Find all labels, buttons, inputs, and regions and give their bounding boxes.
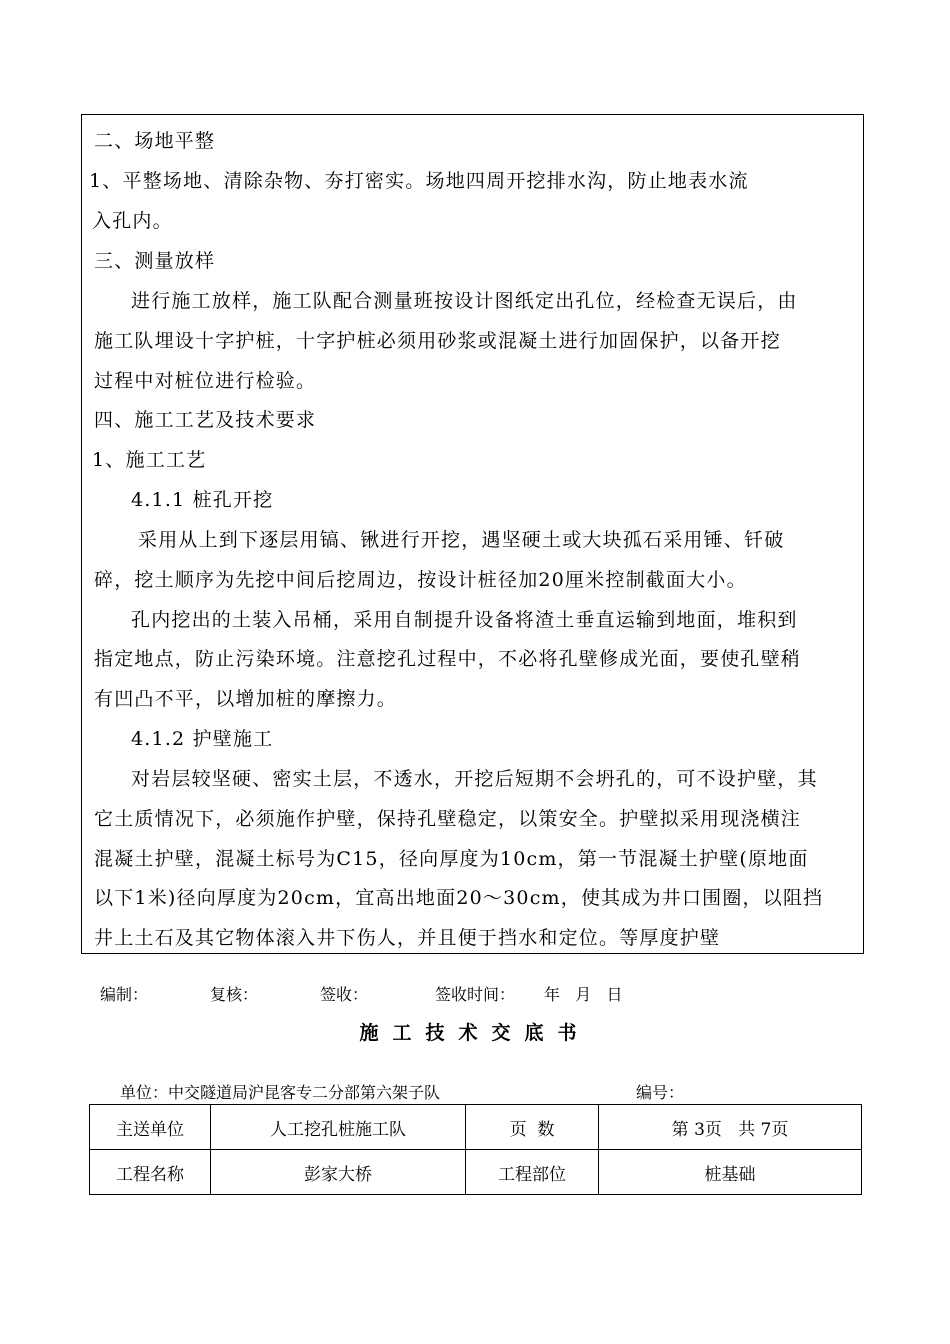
serial-label: 编号：: [636, 1083, 685, 1102]
text-line: 施工队埋设十字护桩，十字护桩必须用砂浆或混凝土进行加固保护，以备开挖: [94, 330, 781, 352]
text-line: 过程中对桩位进行检验。: [94, 370, 317, 392]
review-label: 复核：: [210, 985, 259, 1004]
text-line: 二、场地平整: [94, 130, 216, 152]
text-line: 碎，挖土顺序为先挖中间后挖周边，按设计桩径加20厘米控制截面大小。: [94, 569, 747, 591]
text-line: 采用从上到下逐层用镐、锹进行开挖，遇坚硬土或大块孤石采用锤、钎破: [138, 529, 785, 551]
date-fields: 年 月 日: [544, 985, 623, 1004]
text-line: 孔内挖出的土装入吊桶，采用自制提升设备将渣土垂直运输到地面，堆积到: [131, 609, 798, 631]
text-line: 1、平整场地、清除杂物、夯打密实。场地四周开挖排水沟，防止地表水流: [89, 170, 749, 192]
text-line: 它土质情况下，必须施作护壁，保持孔壁稳定，以策安全。护壁拟采用现浇横注: [94, 808, 802, 830]
text-line: 入孔内。: [92, 210, 173, 232]
text-line: 指定地点，防止污染环境。注意挖孔过程中，不必将孔壁修成光面，要使孔壁稍: [94, 648, 802, 670]
text-line: 井上土石及其它物体滚入井下伤人，并且便于挡水和定位。等厚度护壁: [94, 927, 721, 949]
text-line: 四、施工工艺及技术要求: [94, 409, 317, 431]
text-line: 4.1.2 护壁施工: [131, 728, 274, 750]
unit-label: 单位：中交隧道局沪昆客专二分部第六架子队: [120, 1083, 441, 1102]
info-table: [89, 1104, 862, 1195]
table-cell: 人工挖孔桩施工队: [211, 1105, 466, 1150]
table-cell: 工程部位: [466, 1150, 599, 1195]
text-line: 4.1.1 桩孔开挖: [131, 489, 274, 511]
accept-time-label: 签收时间：: [435, 985, 516, 1004]
text-line: 以下1米)径向厚度为20cm，宜高出地面20～30cm，使其成为井口围圈，以阻挡: [94, 887, 824, 909]
table-row: [90, 1150, 862, 1195]
table-cell: 工程名称: [90, 1150, 211, 1195]
compile-label: 编制：: [100, 985, 149, 1004]
text-line: 三、测量放样: [94, 250, 216, 272]
text-line: 混凝土护壁，混凝土标号为C15，径向厚度为10cm，第一节混凝土护壁(原地面: [94, 848, 809, 870]
table-cell: 页 数: [466, 1105, 599, 1150]
table-row: [90, 1105, 862, 1150]
accept-label: 签收：: [320, 985, 369, 1004]
table-cell: 桩基础: [599, 1150, 862, 1195]
table-cell: 彭家大桥: [211, 1150, 466, 1195]
text-line: 有凹凸不平，以增加桩的摩擦力。: [94, 688, 398, 710]
table-cell: 主送单位: [90, 1105, 211, 1150]
table-cell: 第 3页 共 7页: [599, 1105, 862, 1150]
text-line: 1、施工工艺: [92, 449, 207, 471]
form-title: 施工技术交底书: [359, 1022, 591, 1044]
text-line: 进行施工放样，施工队配合测量班按设计图纸定出孔位，经检查无误后，由: [131, 290, 798, 312]
text-line: 对岩层较坚硬、密实土层，不透水，开挖后短期不会坍孔的，可不设护壁，其: [131, 768, 818, 790]
